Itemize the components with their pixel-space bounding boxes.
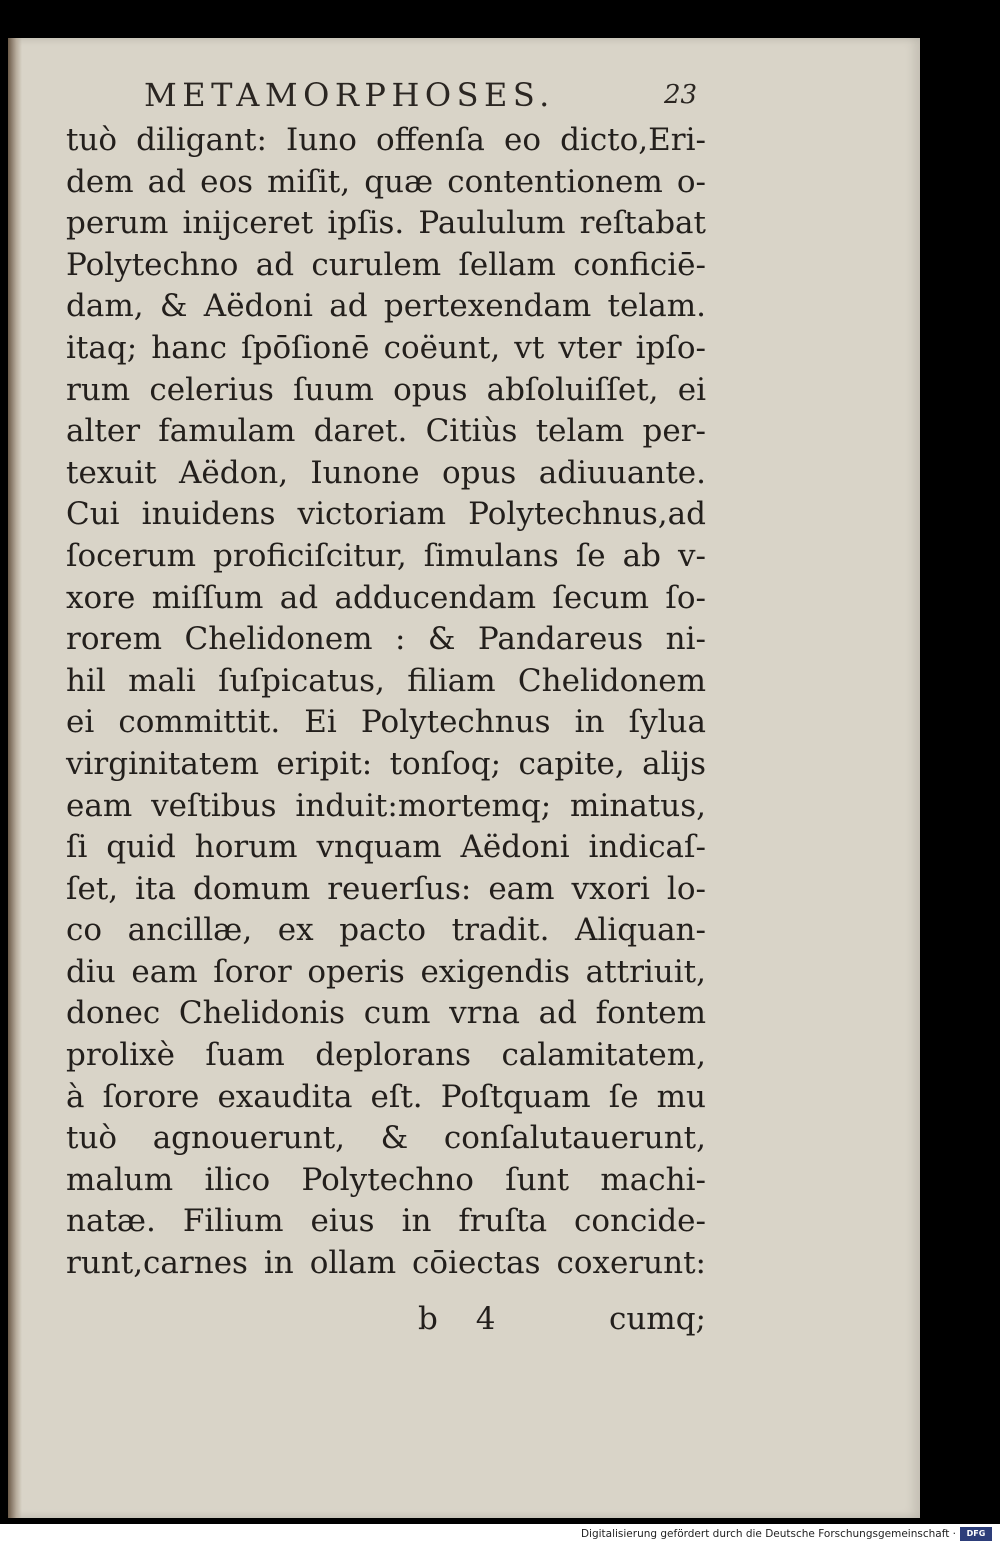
text-line: perum inijceret ipſis. Paululum reſtabat (66, 205, 706, 242)
funding-credit: Digitalisierung gefördert durch die Deutsche Forschungsgemeinschaft · (580, 1528, 956, 1540)
text-line: tuò agnouerunt, & conſalutauerunt, (66, 1120, 706, 1157)
text-line: co ancillæ, ex pacto tradit. Aliquan- (66, 912, 706, 949)
text-line: à ſorore exaudita eſt. Poſtquam ſe mu (66, 1078, 706, 1115)
text-line: alter famulam daret. Citiùs telam per- (66, 413, 706, 450)
text-line: texuit Aëdon, Iunone opus adiuuante. (66, 454, 706, 491)
dfg-logo: DFG (960, 1527, 992, 1541)
text-line: dam, & Aëdoni ad pertexendam telam. (66, 288, 706, 325)
text-line: itaq; hanc ſpōſionē coëunt, vt vter ipſo- (66, 329, 706, 366)
text-line: diu eam ſoror operis exigendis attriuit, (66, 953, 706, 990)
book-page (8, 38, 920, 1518)
text-line: malum ilico Polytechno ſunt machi- (66, 1161, 706, 1198)
text-line: tuò diligant: Iuno offenſa eo dicto,Eri- (66, 122, 706, 158)
running-title: METAMORPHOSES. (144, 76, 555, 114)
text-line: prolixè ſuam deplorans calamitatem, (66, 1037, 706, 1074)
catch-line (66, 1298, 706, 1340)
footer-bar (0, 1524, 1000, 1545)
signature-mark: b 4 (418, 1301, 510, 1337)
text-line: xore miſſum ad adducendam ſecum ſo- (66, 579, 706, 616)
page-number: 23 (664, 80, 698, 110)
page-gutter-shadow (8, 38, 22, 1518)
text-line: donec Chelidonis cum vrna ad fontem (66, 995, 706, 1032)
text-line: eam veſtibus induit:mortemq; minatus, (66, 787, 706, 824)
text-line: ei committit. Ei Polytechnus in ſylua (66, 704, 706, 741)
catchword: cumq; (608, 1301, 706, 1337)
text-line: hil mali ſuſpicatus, filiam Chelidonem (66, 662, 706, 699)
text-line: Cui inuidens victoriam Polytechnus,ad (66, 496, 706, 533)
text-line: ſi quid horum vnquam Aëdoni indicaſ- (66, 829, 706, 866)
text-line: rorem Chelidonem : & Pandareus ni- (66, 621, 706, 658)
text-line: dem ad eos miſit, quæ contentionem o- (66, 163, 706, 200)
text-line: rum celerius ſuum opus abſoluiſſet, ei (66, 371, 706, 408)
text-line: natæ. Filium eius in fruſta concide- (66, 1203, 706, 1240)
running-head (144, 70, 844, 120)
text-line: ſocerum proficiſcitur, ſimulans ſe ab v- (66, 537, 706, 574)
text-line: runt,carnes in ollam cōiectas coxerunt: (66, 1245, 706, 1282)
text-line: ſet, ita domum reuerſus: eam vxori lo- (66, 870, 706, 907)
body-text (66, 120, 706, 1285)
text-line: Polytechno ad curulem ſellam conficiē- (66, 246, 706, 283)
text-line: virginitatem eripit: tonſoq; capite, alijs (66, 745, 706, 782)
